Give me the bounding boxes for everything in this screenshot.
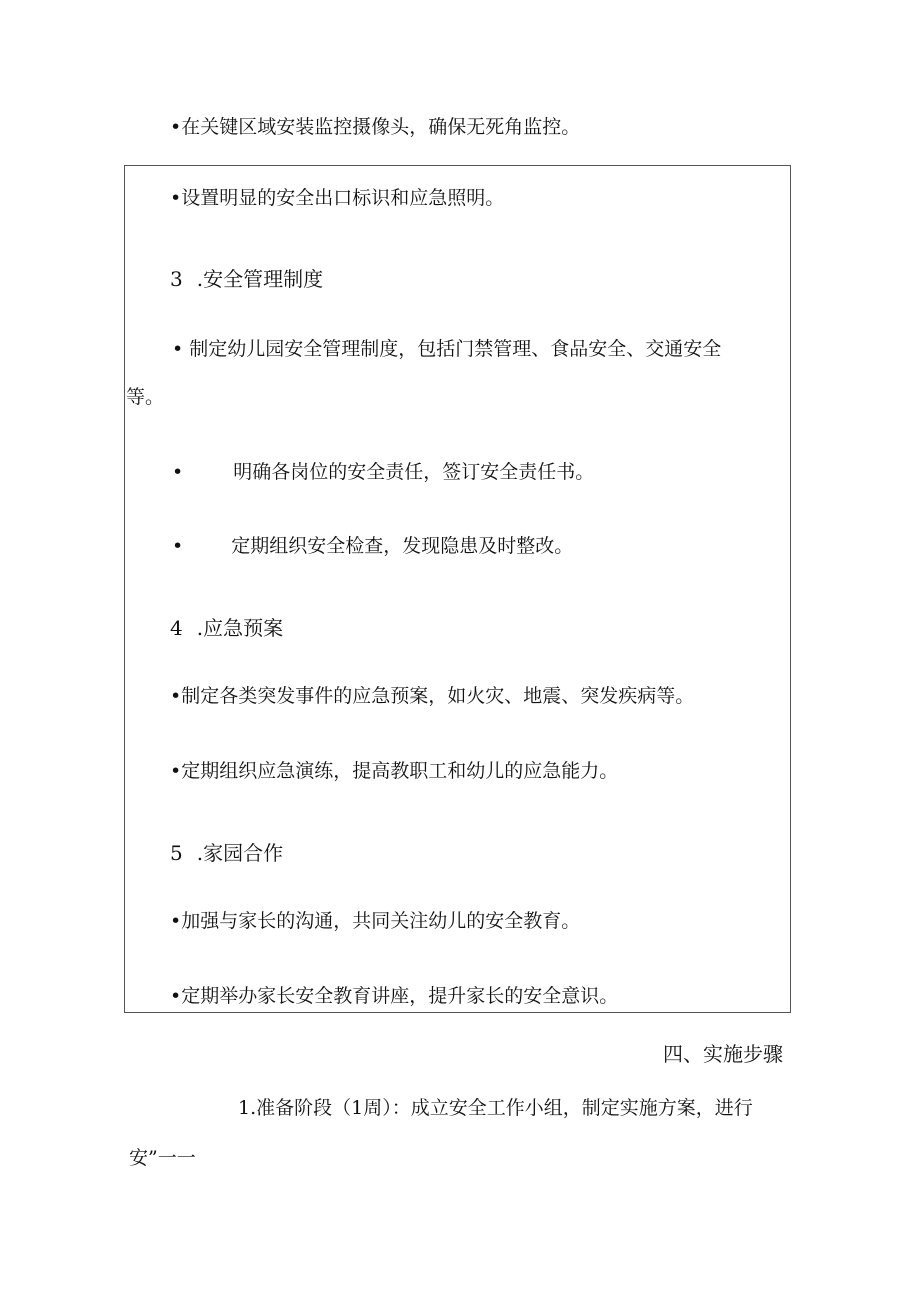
item-responsibility-text: 明确各岗位的安全责任，签订安全责任书。 [233,461,595,483]
section-5-heading [170,841,283,865]
item-emergency-drill: •定期组织应急演练，提高教职工和幼儿的应急能力。 [170,760,619,782]
item-cctv: •在关键区域安装监控摄像头，确保无死角监控。 [170,116,581,138]
item-responsibility [172,460,594,484]
content-box [124,165,791,1013]
item-parent-lecture: •定期举办家长安全教育讲座，提升家长的安全意识。 [170,985,619,1007]
section-3-heading [170,267,323,291]
section-4-title: .应急预案 [196,616,284,640]
section-3-title: .安全管理制度 [196,267,324,291]
section-3-number: 3 [170,267,183,291]
item-management-system-cont: 等。 [126,386,165,408]
section-4-number: 4 [170,616,183,640]
step-1-text: 1.准备阶段（1周）：成立安全工作小组，制定实施方案，进行 [238,1097,753,1119]
steps-heading: 四、实施步骤 [663,1042,783,1066]
item-emergency-plan: •制定各类突发事件的应急预案，如火灾、地震、突发疾病等。 [170,685,695,707]
item-inspection-text: 定期组织安全检查，发现隐患及时整改。 [231,535,574,557]
section-4-heading [170,616,283,640]
section-5-title: .家园合作 [196,841,284,865]
item-parent-communication: •加强与家长的沟通，共同关注幼儿的安全教育。 [170,910,581,932]
item-exit-signs: •设置明显的安全出口标识和应急照明。 [170,187,505,209]
bullet: • [172,461,184,483]
section-5-number: 5 [170,841,183,865]
bullet: • [172,535,184,557]
item-management-system: • 制定幼儿园安全管理制度，包括门禁管理、食品安全、交通安全 [172,338,722,360]
item-inspection [172,534,573,558]
step-1-text-cont: 安”一一 [129,1147,196,1169]
